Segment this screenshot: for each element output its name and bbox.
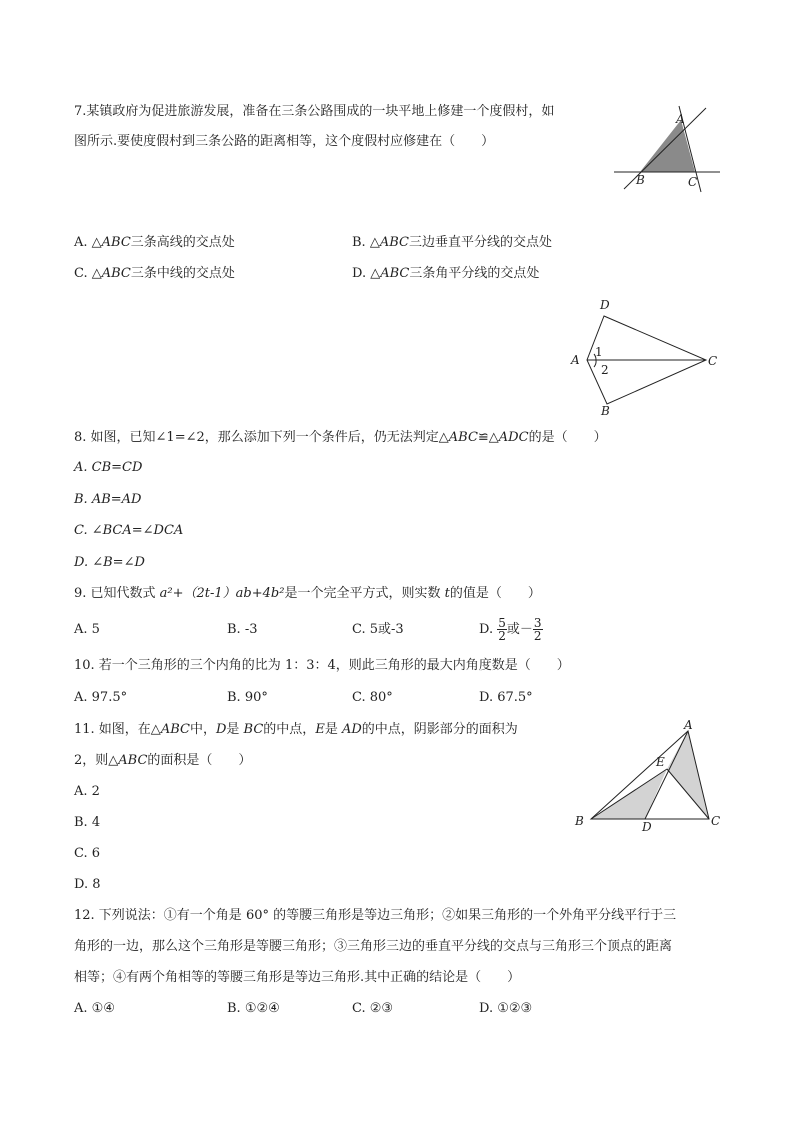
label-a: A xyxy=(571,353,580,367)
angle-2-arc xyxy=(594,360,596,367)
angle-1-label: 1 xyxy=(595,345,603,359)
q7-option-b: B. △ABC三边垂直平分线的交点处 xyxy=(352,235,552,250)
q12-option-d: D. ①②③ xyxy=(479,1001,533,1016)
q9-option-a: A. 5 xyxy=(74,622,100,637)
q9-stem: 9. 已知代数式 a²+（2t-1）ab+4b²是一个完全平方式，则实数 t的值是（ ） xyxy=(74,586,541,601)
q7-stem-line1: 7.某镇政府为促进旅游发展，准备在三条公路围成的一块平地上修建一个度假村，如 xyxy=(74,104,555,119)
angle-2-label: 2 xyxy=(601,363,609,377)
q12-stem-line3: 相等；④有两个角相等的等腰三角形是等边三角形.其中正确的结论是（ ） xyxy=(74,970,521,985)
q12-option-b: B. ①②④ xyxy=(227,1001,280,1016)
q7-stem-line2: 图所示.要使度假村到三条公路的距离相等，这个度假村应修建在（ ） xyxy=(74,134,495,149)
q11-figure xyxy=(570,716,726,840)
q9-option-d: D. $\frac{5}{2}$ 或－ $\frac{3}{2}$ xyxy=(479,616,542,643)
label-b: B xyxy=(601,404,610,418)
q12-stem-line2: 角形的一边，那么这个三角形是等腰三角形；③三角形三边的垂直平分线的交点与三角形三个顶点的距离 xyxy=(74,939,673,954)
q11-option-d: D. 8 xyxy=(74,877,101,892)
label-a: A xyxy=(676,112,685,126)
label-d: D xyxy=(642,820,652,834)
label-e: E xyxy=(656,755,665,769)
q11-option-b: B. 4 xyxy=(74,815,101,830)
label-a: A xyxy=(684,718,693,732)
label-c: C xyxy=(708,354,718,368)
q8-stem: 8. 如图，已知∠1=∠2，那么添加下列一个条件后，仍无法判定△ABC≌△ADC的是（ ） xyxy=(74,430,607,445)
q11-stem-line1: 11. 如图，在△ABC中，D是 BC的中点，E是 AD的中点，阴影部分的面积为 xyxy=(74,722,518,737)
q12-stem-line1: 12. 下列说法：①有一个角是 60° 的等腰三角形是等边三角形；②如果三角形的一个外角平分线平行于三 xyxy=(74,908,677,923)
q10-option-d: D. 67.5° xyxy=(479,690,533,705)
q10-stem: 10. 若一个三角形的三个内角的比为 1：3：4，则此三角形的最大内角度数是（ ） xyxy=(74,658,570,673)
q12-option-a: A. ①④ xyxy=(74,1001,115,1016)
label-b: B xyxy=(575,814,584,828)
q9-option-b: B. -3 xyxy=(227,622,258,637)
q8-option-d: D. ∠B=∠D xyxy=(74,555,145,570)
q7-option-a: A. △ABC三条高线的交点处 xyxy=(74,235,235,250)
label-d: D xyxy=(600,298,610,312)
q7-option-d: D. △ABC三条角平分线的交点处 xyxy=(352,266,540,281)
q10-option-b: B. 90° xyxy=(227,690,268,705)
label-c: C xyxy=(711,814,721,828)
q11-option-c: C. 6 xyxy=(74,846,101,861)
q8-option-b: B. AB=AD xyxy=(74,492,142,507)
label-c: C xyxy=(688,175,698,189)
q10-option-a: A. 97.5° xyxy=(74,690,128,705)
fraction-5-2: $\frac{5}{2}$ xyxy=(498,616,506,643)
q10-option-c: C. 80° xyxy=(352,690,393,705)
q7-option-c: C. △ABC三条中线的交点处 xyxy=(74,266,235,281)
fraction-3-2: $\frac{3}{2}$ xyxy=(533,616,542,643)
label-b: B xyxy=(636,173,645,187)
q8-option-c: C. ∠BCA=∠DCA xyxy=(74,523,184,538)
q12-option-c: C. ②③ xyxy=(352,1001,394,1016)
q11-stem-line2: 2，则△ABC的面积是（ ） xyxy=(74,753,252,768)
q7-figure xyxy=(608,100,724,194)
q8-option-a: A. CB=CD xyxy=(74,460,143,475)
q8-figure xyxy=(566,296,724,420)
q11-option-a: A. 2 xyxy=(74,784,100,799)
q9-option-c: C. 5或-3 xyxy=(352,622,404,637)
